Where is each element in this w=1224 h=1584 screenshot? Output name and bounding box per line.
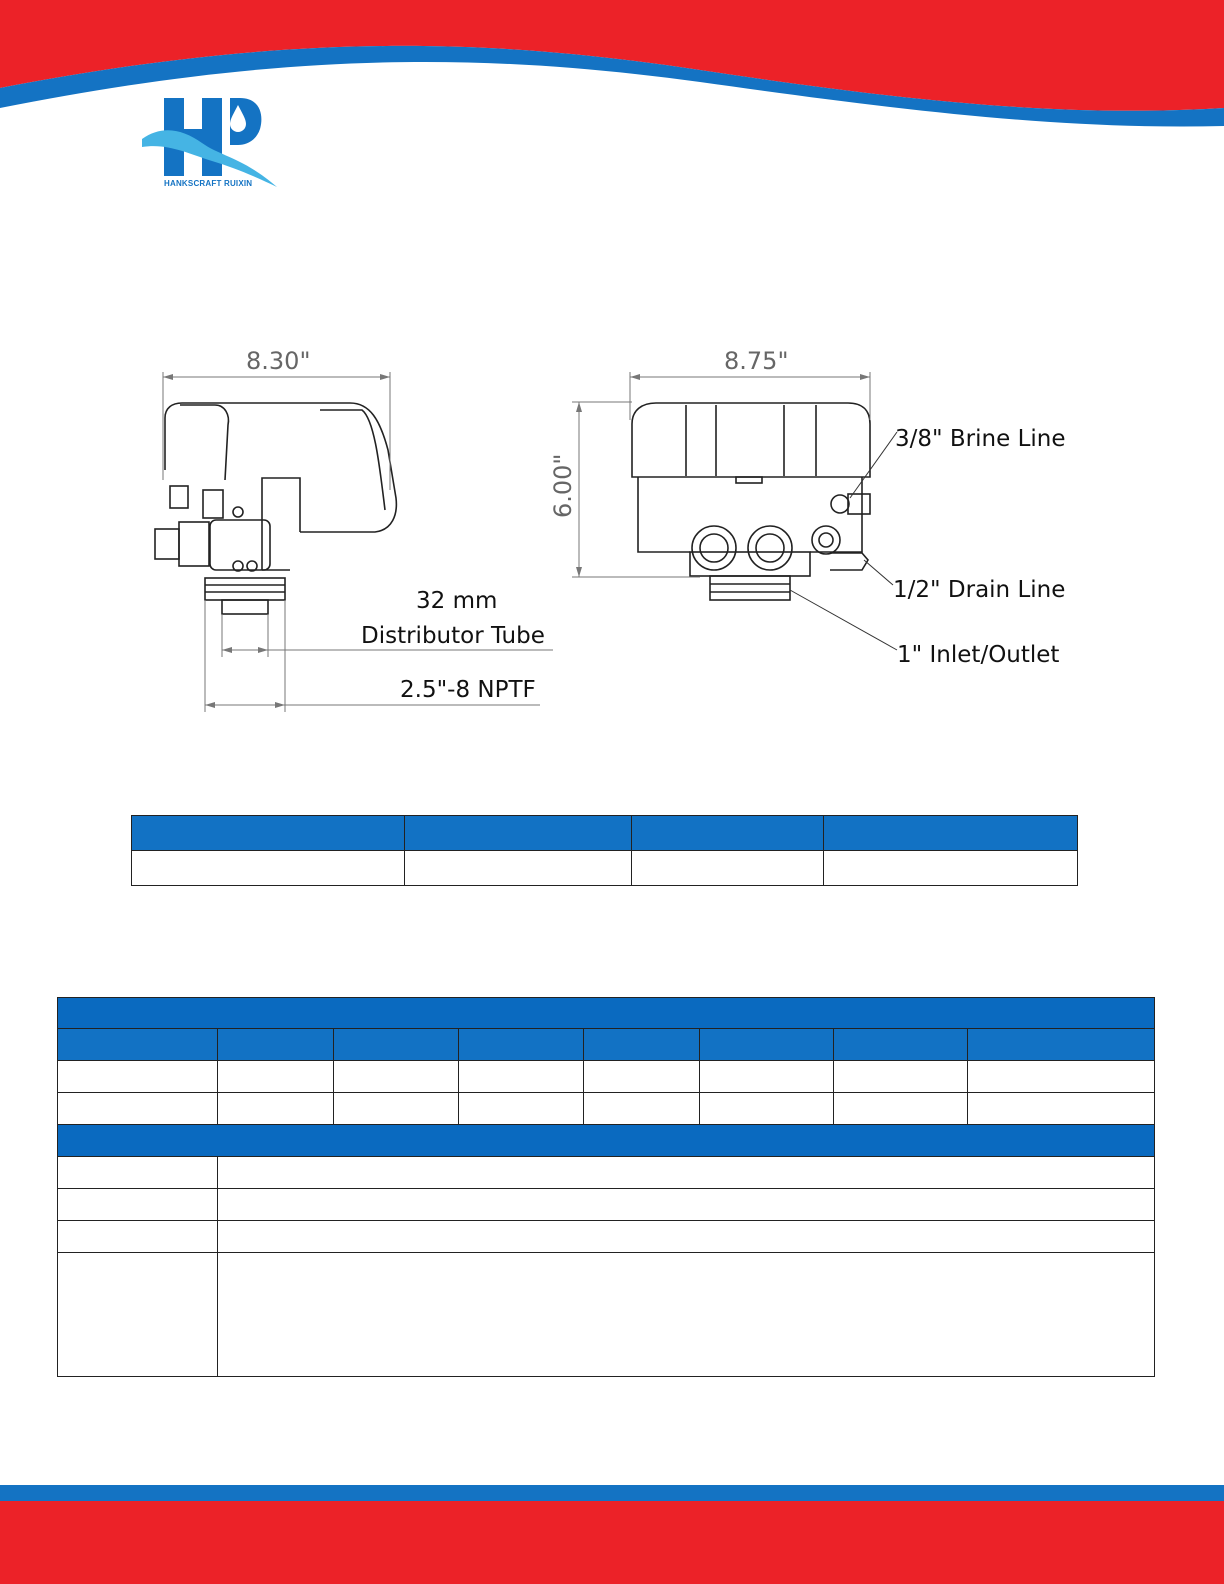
table-header-cell — [700, 1029, 834, 1061]
table-header-cell — [218, 1029, 334, 1061]
table-cell — [58, 1061, 218, 1093]
table-header-cell — [58, 1125, 1155, 1157]
table-cell — [218, 1189, 1155, 1221]
table-cell — [218, 1093, 334, 1125]
front-view-valve — [632, 403, 870, 600]
table-cell — [834, 1093, 968, 1125]
table-row — [58, 1093, 1155, 1125]
table-cell — [132, 851, 405, 886]
table-cell — [334, 1093, 459, 1125]
brine-line-label: 3/8" Brine Line — [895, 426, 1066, 452]
table-cell — [700, 1061, 834, 1093]
table-cell — [584, 1093, 700, 1125]
table-header-row — [58, 1029, 1155, 1061]
table-cell — [58, 1189, 218, 1221]
table-header-cell — [632, 816, 824, 851]
table-cell — [218, 1061, 334, 1093]
table-cell — [218, 1221, 1155, 1253]
table-section-header — [58, 1125, 1155, 1157]
bottom-banner-blue — [0, 1485, 1224, 1501]
table-cell — [584, 1061, 700, 1093]
table-row — [58, 1189, 1155, 1221]
company-logo — [142, 95, 277, 195]
table-section-header — [58, 998, 1155, 1029]
table-row — [58, 1221, 1155, 1253]
table-cell — [334, 1061, 459, 1093]
table-cell — [968, 1061, 1155, 1093]
table-cell — [968, 1093, 1155, 1125]
table-header-row — [132, 816, 1078, 851]
side-view-valve — [155, 403, 396, 614]
table-cell — [58, 1221, 218, 1253]
table-cell — [218, 1253, 1155, 1377]
table-row — [58, 1157, 1155, 1189]
summary-table — [131, 815, 1078, 886]
table-header-cell — [968, 1029, 1155, 1061]
table-cell — [459, 1061, 584, 1093]
table-cell — [405, 851, 632, 886]
table-cell — [632, 851, 824, 886]
table-row — [58, 1253, 1155, 1377]
table-row — [58, 1061, 1155, 1093]
table-cell — [218, 1157, 1155, 1189]
table-cell — [824, 851, 1078, 886]
table-header-cell — [132, 816, 405, 851]
specifications-table — [57, 997, 1155, 1377]
thread-label: 2.5"-8 NPTF — [400, 677, 536, 703]
table-header-cell — [58, 1029, 218, 1061]
table-header-cell — [459, 1029, 584, 1061]
side-width-label: 8.30" — [246, 347, 311, 375]
table-cell — [700, 1093, 834, 1125]
table-row — [132, 851, 1078, 886]
dimension-diagram — [0, 330, 1224, 730]
height-label: 6.00" — [549, 453, 577, 518]
table-header-cell — [405, 816, 632, 851]
drain-line-label: 1/2" Drain Line — [893, 577, 1066, 603]
table-header-cell — [334, 1029, 459, 1061]
table-header-cell — [584, 1029, 700, 1061]
front-width-label: 8.75" — [724, 347, 789, 375]
table-header-cell — [58, 998, 1155, 1029]
distributor-tube-label: Distributor Tube — [361, 623, 545, 649]
table-header-cell — [834, 1029, 968, 1061]
table-cell — [58, 1093, 218, 1125]
table-header-cell — [824, 816, 1078, 851]
inlet-outlet-label: 1" Inlet/Outlet — [897, 642, 1060, 668]
logo-text: HANKSCRAFT RUIXIN — [164, 179, 253, 188]
table-cell — [58, 1157, 218, 1189]
bottom-banner-red — [0, 1501, 1224, 1584]
table-cell — [834, 1061, 968, 1093]
distributor-size-label: 32 mm — [416, 588, 498, 614]
table-cell — [459, 1093, 584, 1125]
table-cell — [58, 1253, 218, 1377]
